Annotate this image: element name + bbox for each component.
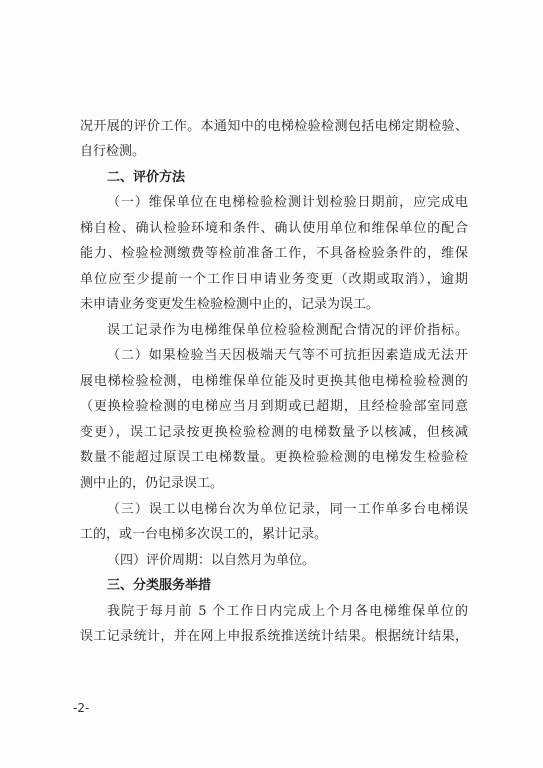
section-heading: 三、分类服务举措 [107, 578, 212, 593]
body-line: 工的，或一台电梯多次误工的，累计记录。 [80, 527, 328, 542]
body-line: 展电梯检验检测，电梯维保单位能及时更换其他电梯检验检测的 [80, 374, 468, 389]
body-line: （四）评价周期：以自然月为单位。 [107, 553, 316, 568]
body-line: 测中止的，仍记录误工。 [80, 476, 224, 491]
body-line: 误工记录作为电梯维保单位检验检测配合情况的评价指标。 [107, 323, 468, 338]
body-line: 能力、检验检测缴费等检前准备工作，不具备检验条件的，维保 [80, 246, 468, 261]
body-line: 自行检测。 [80, 144, 146, 159]
section-heading: 二、评价方法 [107, 170, 186, 185]
body-line: （更换检验检测的电梯应当月到期或已超期，且经检验部室同意 [80, 399, 468, 414]
body-line: 变更），误工记录按更换检验检测的电梯数量予以核减，但核减 [80, 425, 468, 440]
body-line: 未申请业务变更发生检验检测中止的，记录为误工。 [80, 297, 380, 312]
body-line: 单位应至少提前一个工作日申请业务变更（改期或取消），逾期 [80, 272, 468, 287]
body-line: 我院于每月前 5 个工作日内完成上个月各电梯维保单位的 [107, 604, 468, 619]
body-line: 梯自检、确认检验环境和条件、确认使用单位和维保单位的配合 [80, 221, 468, 236]
body-line: 误工记录统计，并在网上申报系统推送统计结果。根据统计结果， [80, 629, 468, 644]
body-line: 况开展的评价工作。本通知中的电梯检验检测包括电梯定期检验、 [80, 119, 468, 134]
body-line: （一）维保单位在电梯检验检测计划检验日期前，应完成电 [107, 195, 468, 210]
page-number: -2- [73, 701, 90, 715]
body-line: 数量不能超过原误工电梯数量。更换检验检测的电梯发生检验检 [80, 450, 468, 465]
body-line: （二）如果检验当天因极端天气等不可抗拒因素造成无法开 [107, 348, 468, 363]
body-line: （三）误工以电梯台次为单位记录，同一工作单多台电梯误 [107, 502, 468, 517]
